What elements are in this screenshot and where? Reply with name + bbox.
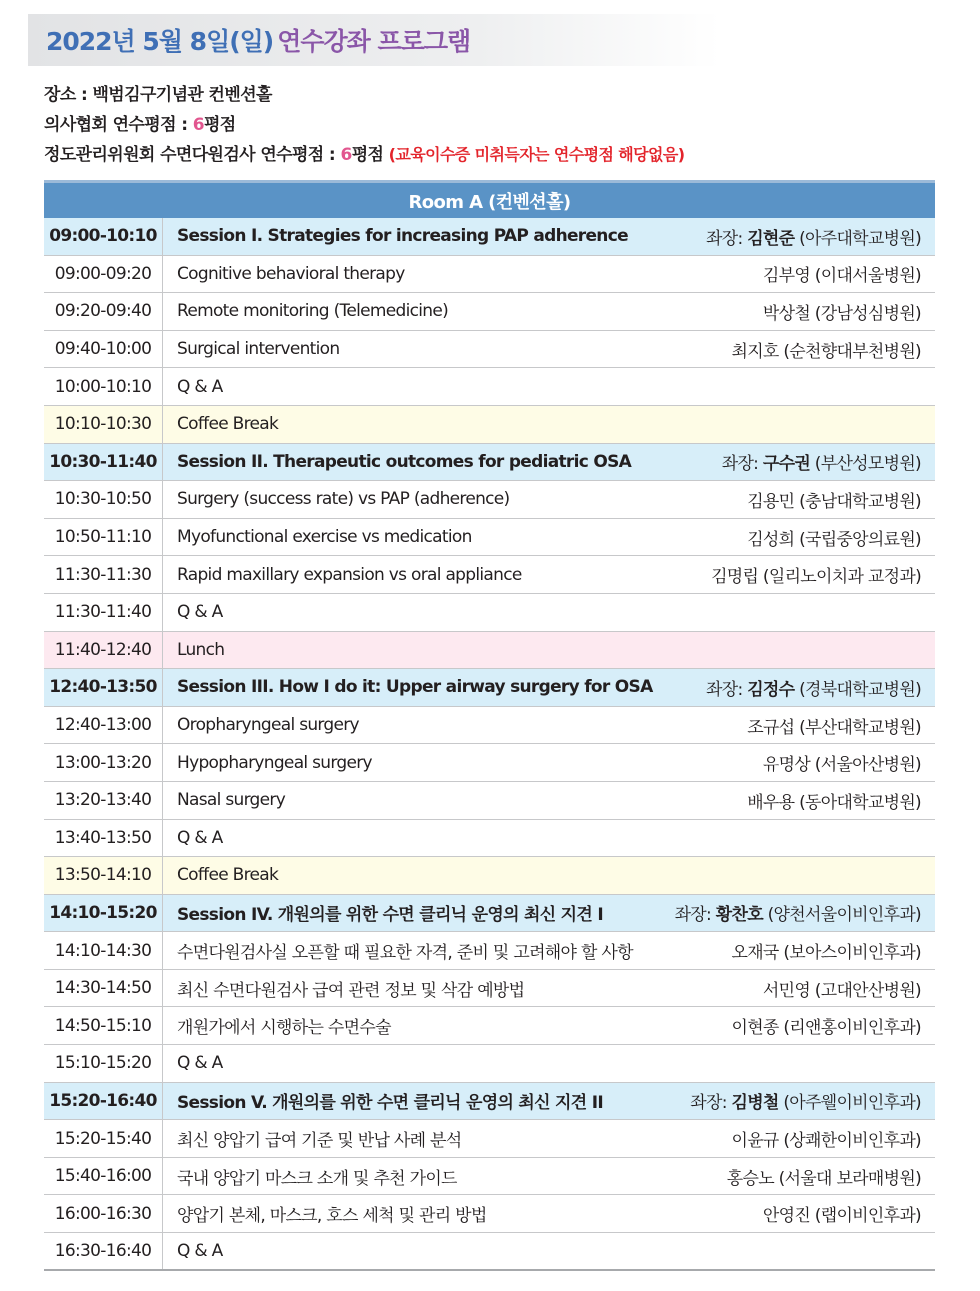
time-cell: 09:00-09:20 <box>44 256 163 293</box>
speaker-cell: 서민영 (고대안산병원) <box>762 980 921 1001</box>
time-cell: 10:10-10:30 <box>44 406 163 443</box>
time-cell: 10:30-11:40 <box>44 444 163 481</box>
chair-name: 김현준 <box>747 228 795 249</box>
credit-label: 의사협회 연수평점 : <box>44 115 193 135</box>
time-cell: 10:50-11:10 <box>44 519 163 556</box>
chair-cell <box>706 675 935 700</box>
chair-cell <box>675 900 935 925</box>
table-row <box>44 256 935 294</box>
table-row <box>44 820 935 858</box>
topic-cell: Session V. 개원의를 위한 수면 클리닉 운영의 최신 지견 II <box>177 1093 603 1114</box>
time-cell: 12:40-13:50 <box>44 669 163 706</box>
credit-label: 정도관리위원회 수면다원검사 연수평점 : <box>44 145 341 165</box>
table-row <box>44 782 935 820</box>
table-row <box>44 1233 935 1271</box>
chair-cell <box>706 224 935 249</box>
topic-cell: Rapid maxillary expansion vs oral appliance <box>177 564 522 585</box>
chair-prefix: 좌장: <box>674 905 716 926</box>
table-row <box>44 970 935 1008</box>
topic-cell: 수면다원검사실 오픈할 때 필요한 자격, 준비 및 고려해야 할 사항 <box>177 943 633 964</box>
chair-prefix: 좌장: <box>690 1093 732 1114</box>
topic-cell: 개원가에서 시행하는 수면수술 <box>177 1018 391 1039</box>
topic-cell: Oropharyngeal surgery <box>177 715 359 736</box>
speaker-cell: 최지호 (순천향대부천병원) <box>731 341 921 362</box>
session-row <box>44 1083 935 1121</box>
time-cell: 15:40-16:00 <box>44 1158 163 1195</box>
topic-cell: Session I. Strategies for increasing PAP adherence <box>177 226 628 247</box>
time-cell: 09:00-10:10 <box>44 218 163 255</box>
time-cell: 10:00-10:10 <box>44 368 163 405</box>
time-cell: 13:50-14:10 <box>44 857 163 894</box>
speaker-cell: 안영진 (랩이비인후과) <box>762 1206 921 1227</box>
table-row <box>44 1120 935 1158</box>
topic-cell: 국내 양압기 마스크 소개 및 추천 가이드 <box>177 1168 457 1189</box>
topic-cell: Myofunctional exercise vs medication <box>177 527 472 548</box>
time-cell: 13:40-13:50 <box>44 820 163 857</box>
topic-cell: Nasal surgery <box>177 790 286 811</box>
chair-name: 김정수 <box>747 679 795 700</box>
chair-name: 황찬호 <box>715 905 763 926</box>
session-row <box>44 669 935 707</box>
chair-prefix: 좌장: <box>706 679 748 700</box>
topic-cell: Coffee Break <box>177 414 279 435</box>
credit-unit: 평점 <box>203 115 236 135</box>
credit-note: (교육이수증 미취득자는 연수평점 해당없음) <box>388 145 685 164</box>
credit-number: 6 <box>340 145 352 165</box>
topic-cell: Q & A <box>177 827 223 848</box>
chair-affil: (경북대학교병원) <box>794 679 921 700</box>
credit-info-kma <box>44 110 236 135</box>
credit-unit: 평점 <box>351 145 384 165</box>
topic-cell: Q & A <box>177 1240 223 1261</box>
table-row <box>44 744 935 782</box>
topic-cell: Q & A <box>177 376 223 397</box>
time-cell: 11:40-12:40 <box>44 632 163 669</box>
coffee-row <box>44 406 935 444</box>
time-cell: 11:30-11:30 <box>44 556 163 593</box>
title-date: 2022년 5월 8일(일) <box>46 27 274 56</box>
chair-cell <box>690 1088 935 1113</box>
title-program: 연수강좌 프로그램 <box>277 27 471 56</box>
chair-affil: (아주웰이비인후과) <box>778 1093 921 1114</box>
topic-cell: Cognitive behavioral therapy <box>177 263 405 284</box>
time-cell: 13:20-13:40 <box>44 782 163 819</box>
table-row <box>44 1045 935 1083</box>
time-cell: 10:30-10:50 <box>44 481 163 518</box>
chair-name: 구수권 <box>762 454 811 475</box>
time-cell: 15:10-15:20 <box>44 1045 163 1082</box>
time-cell: 11:30-11:40 <box>44 594 163 631</box>
time-cell: 15:20-15:40 <box>44 1120 163 1157</box>
topic-cell: Lunch <box>177 639 225 660</box>
session-row <box>44 218 935 256</box>
table-row <box>44 368 935 406</box>
speaker-cell: 김용민 (충남대학교병원) <box>747 491 921 512</box>
time-cell: 14:10-15:20 <box>44 895 163 932</box>
topic-cell: Coffee Break <box>177 865 279 886</box>
topic-cell: 최신 수면다원검사 급여 관련 정보 및 삭감 예방법 <box>177 980 525 1001</box>
table-row <box>44 331 935 369</box>
speaker-cell: 배우용 (동아대학교병원) <box>747 792 921 813</box>
time-cell: 14:50-15:10 <box>44 1007 163 1044</box>
time-cell: 14:10-14:30 <box>44 932 163 969</box>
speaker-cell: 오재국 (보아스이비인후과) <box>731 943 921 964</box>
lunch-row <box>44 632 935 670</box>
credit-number: 6 <box>192 115 204 135</box>
chair-name: 김병철 <box>731 1093 779 1114</box>
topic-cell: Remote monitoring (Telemedicine) <box>177 301 449 322</box>
chair-affil: (부산성모병원) <box>810 454 921 475</box>
speaker-cell: 이현종 (리앤홍이비인후과) <box>731 1018 921 1039</box>
topic-cell: Session II. Therapeutic outcomes for pediatric OSA <box>177 451 632 472</box>
chair-cell <box>722 449 935 474</box>
table-row <box>44 594 935 632</box>
table-row <box>44 556 935 594</box>
speaker-cell: 김성희 (국립중앙의료원) <box>747 529 921 550</box>
chair-prefix: 좌장: <box>706 228 748 249</box>
time-cell: 16:00-16:30 <box>44 1195 163 1232</box>
speaker-cell: 김명립 (일리노이치과 교정과) <box>711 567 921 588</box>
coffee-row <box>44 857 935 895</box>
time-cell: 14:30-14:50 <box>44 970 163 1007</box>
table-row <box>44 707 935 745</box>
time-cell: 16:30-16:40 <box>44 1233 163 1269</box>
speaker-cell: 홍승노 (서울대 보라매병원) <box>726 1168 921 1189</box>
table-row <box>44 481 935 519</box>
topic-cell: Hypopharyngeal surgery <box>177 752 372 773</box>
table-row <box>44 932 935 970</box>
table-row <box>44 519 935 557</box>
program-title <box>28 14 720 66</box>
table-row <box>44 1195 935 1233</box>
table-row <box>44 293 935 331</box>
chair-affil: (양천서울이비인후과) <box>762 905 921 926</box>
session-row <box>44 895 935 933</box>
venue-info: 장소 : 백범김구기념관 컨벤션홀 <box>44 85 272 105</box>
time-cell: 09:40-10:00 <box>44 331 163 368</box>
topic-cell: Surgical intervention <box>177 339 340 360</box>
credit-info-qc <box>44 140 684 165</box>
speaker-cell: 박상철 (강남성심병원) <box>762 303 921 324</box>
topic-cell: Surgery (success rate) vs PAP (adherence) <box>177 489 510 510</box>
time-cell: 09:20-09:40 <box>44 293 163 330</box>
time-cell: 12:40-13:00 <box>44 707 163 744</box>
speaker-cell: 유명상 (서울아산병원) <box>762 755 921 776</box>
session-row <box>44 444 935 482</box>
topic-cell: Q & A <box>177 1053 223 1074</box>
topic-cell: Session IV. 개원의를 위한 수면 클리닉 운영의 최신 지견 I <box>177 905 603 926</box>
schedule-table <box>44 218 935 1271</box>
topic-cell: Session III. How I do it: Upper airway surgery for OSA <box>177 677 653 698</box>
topic-cell: Q & A <box>177 602 223 623</box>
table-row <box>44 1158 935 1196</box>
topic-cell: 양압기 본체, 마스크, 호스 세척 및 관리 방법 <box>177 1206 487 1227</box>
speaker-cell: 조규섭 (부산대학교병원) <box>747 717 921 738</box>
topic-cell: 최신 양압기 급여 기준 및 반납 사례 분석 <box>177 1131 462 1152</box>
chair-prefix: 좌장: <box>721 454 763 475</box>
time-cell: 15:20-16:40 <box>44 1083 163 1120</box>
speaker-cell: 이윤규 (상쾌한이비인후과) <box>731 1131 921 1152</box>
speaker-cell: 김부영 (이대서울병원) <box>762 266 921 287</box>
chair-affil: (아주대학교병원) <box>794 228 921 249</box>
time-cell: 13:00-13:20 <box>44 744 163 781</box>
room-header: Room A (컨벤션홀) <box>44 180 935 218</box>
table-row <box>44 1007 935 1045</box>
